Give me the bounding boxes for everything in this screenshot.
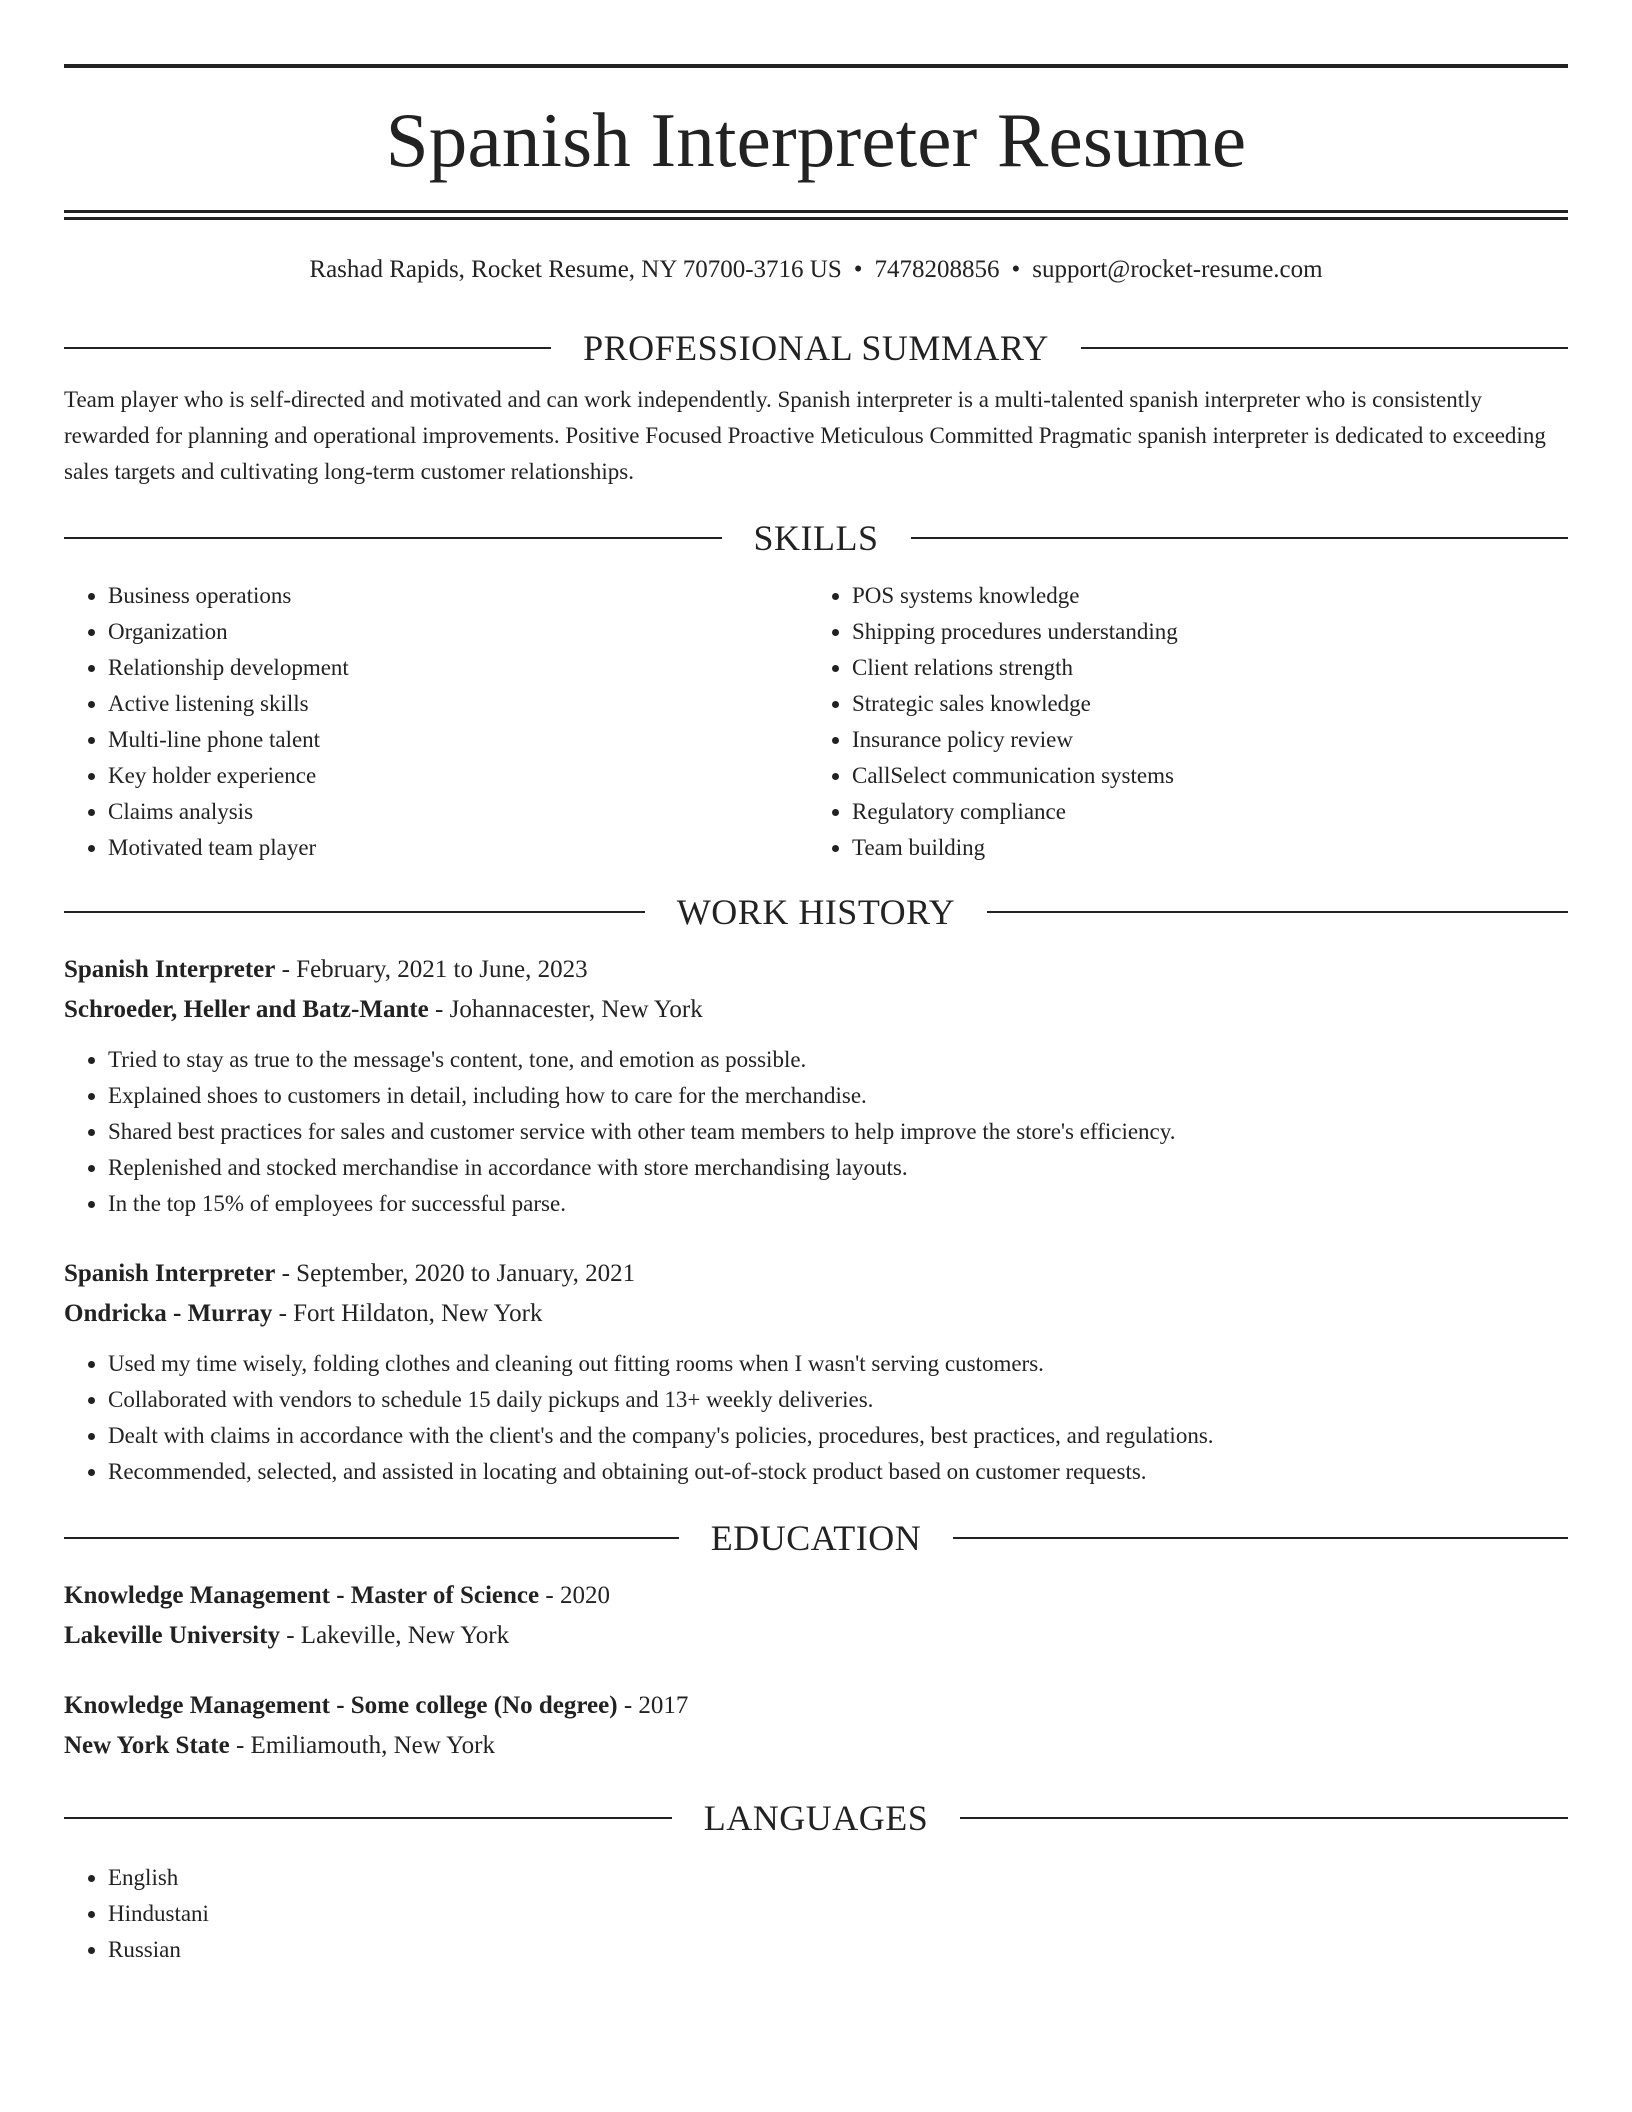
education-school: Lakeville University bbox=[64, 1622, 280, 1649]
job-bullet: • Replenished and stocked merchandise in accordance with store merchandising layouts. bbox=[108, 1150, 1568, 1186]
education-entry bbox=[64, 1576, 1568, 1656]
skills-list bbox=[64, 578, 1568, 866]
summary-text: Team player who is self-directed and motivated and can work independently. Spanish interpreter is a multi-talented spanish interpreter who is consistently rewarded for planning and operational improvements. Positive Focused Proactive Meticulous Committed Pragmatic spanish interpreter is dedicated to exceeding sales targets and cultivating long-term customer relationships. bbox=[64, 387, 1546, 484]
contact-line bbox=[64, 254, 1568, 286]
summary-heading bbox=[64, 326, 1568, 370]
education-heading bbox=[64, 1516, 1568, 1560]
work-heading-label: WORK HISTORY bbox=[676, 892, 956, 932]
language-item: • Russian bbox=[108, 1932, 1568, 1968]
education-heading-label: EDUCATION bbox=[710, 1518, 922, 1558]
skill-item: • Team building bbox=[852, 830, 1552, 866]
job-title-line bbox=[64, 1254, 1568, 1294]
skill-item: • Motivated team player bbox=[108, 830, 808, 866]
contact-separator: • bbox=[853, 256, 863, 283]
skill-item: • Client relations strength bbox=[852, 650, 1552, 686]
skill-item: • Shipping procedures understanding bbox=[852, 614, 1552, 650]
skill-item: • Multi-line phone talent bbox=[108, 722, 808, 758]
page-title: Spanish Interpreter Resume bbox=[385, 97, 1247, 183]
education-degree: Knowledge Management - Master of Science bbox=[64, 1582, 540, 1609]
job-location: - Fort Hildaton, New York bbox=[272, 1300, 543, 1327]
education-degree-line bbox=[64, 1576, 1568, 1616]
contact-phone: 7478208856 bbox=[874, 256, 1000, 283]
resume-page bbox=[64, 64, 1568, 1968]
heading-rule bbox=[911, 537, 1569, 539]
job-company-line bbox=[64, 1294, 1568, 1334]
job-title: Spanish Interpreter bbox=[64, 956, 276, 983]
heading-rule bbox=[960, 1817, 1568, 1819]
work-heading bbox=[64, 890, 1568, 934]
job-location: - Johannacester, New York bbox=[428, 996, 703, 1023]
education-degree: Knowledge Management - Some college (No degree) bbox=[64, 1692, 618, 1719]
education-year: - 2020 bbox=[539, 1582, 610, 1609]
education-location: - Emiliamouth, New York bbox=[229, 1732, 495, 1759]
education-entry bbox=[64, 1686, 1568, 1766]
education-year: - 2017 bbox=[617, 1692, 689, 1719]
heading-rule bbox=[64, 911, 645, 913]
job-bullet: • Collaborated with vendors to schedule 15 daily pickups and 13+ weekly deliveries. bbox=[108, 1382, 1568, 1418]
skill-item: • Regulatory compliance bbox=[852, 794, 1552, 830]
skills-column-right bbox=[808, 578, 1552, 866]
heading-rule bbox=[1081, 347, 1568, 349]
education-school-line bbox=[64, 1726, 1568, 1766]
heading-rule bbox=[953, 1537, 1568, 1539]
contact-email: support@rocket-resume.com bbox=[1032, 256, 1323, 283]
job-company: Ondricka - Murray bbox=[64, 1300, 273, 1327]
skill-item: • Insurance policy review bbox=[852, 722, 1552, 758]
job-company-line bbox=[64, 990, 1568, 1030]
languages-heading-label: LANGUAGES bbox=[703, 1798, 929, 1838]
heading-rule bbox=[987, 911, 1568, 913]
education-location: - Lakeville, New York bbox=[279, 1622, 510, 1649]
job-bullet: • Shared best practices for sales and customer service with other team members to help improve the store's efficiency. bbox=[108, 1114, 1568, 1150]
heading-rule bbox=[64, 347, 551, 349]
job-entry bbox=[64, 950, 1568, 1222]
contact-separator: • bbox=[1011, 256, 1021, 283]
skills-heading-label: SKILLS bbox=[753, 518, 879, 558]
job-bullet: • Explained shoes to customers in detail, including how to care for the merchandise. bbox=[108, 1078, 1568, 1114]
skill-item: • CallSelect communication systems bbox=[852, 758, 1552, 794]
language-item: • English bbox=[108, 1860, 1568, 1896]
languages-heading bbox=[64, 1796, 1568, 1840]
job-bullet: • In the top 15% of employees for successful parse. bbox=[108, 1186, 1568, 1222]
title-double-rule bbox=[64, 210, 1568, 220]
skills-heading bbox=[64, 516, 1568, 560]
education-school: New York State bbox=[64, 1732, 230, 1759]
education-school-line bbox=[64, 1616, 1568, 1656]
skill-item: • Organization bbox=[108, 614, 808, 650]
job-entry bbox=[64, 1254, 1568, 1490]
skill-item: • POS systems knowledge bbox=[852, 578, 1552, 614]
job-bullets bbox=[64, 1346, 1568, 1490]
languages-list bbox=[64, 1860, 1568, 1968]
language-item: • Hindustani bbox=[108, 1896, 1568, 1932]
top-rule bbox=[64, 64, 1568, 68]
heading-rule bbox=[64, 1537, 679, 1539]
job-company: Schroeder, Heller and Batz-Mante bbox=[64, 996, 429, 1023]
job-bullet: • Dealt with claims in accordance with the client's and the company's policies, procedures, best practices, and regulations. bbox=[108, 1418, 1568, 1454]
heading-rule bbox=[64, 537, 722, 539]
summary-heading-label: PROFESSIONAL SUMMARY bbox=[583, 328, 1049, 368]
skill-item: • Key holder experience bbox=[108, 758, 808, 794]
job-title: Spanish Interpreter bbox=[64, 1260, 276, 1287]
skill-item: • Business operations bbox=[108, 578, 808, 614]
job-bullets bbox=[64, 1042, 1568, 1222]
skill-item: • Strategic sales knowledge bbox=[852, 686, 1552, 722]
contact-address: Rashad Rapids, Rocket Resume, NY 70700-3716 US bbox=[309, 256, 842, 283]
job-dates: - February, 2021 to June, 2023 bbox=[275, 956, 588, 983]
skills-column-left bbox=[64, 578, 808, 866]
education-degree-line bbox=[64, 1686, 1568, 1726]
job-bullet: • Recommended, selected, and assisted in locating and obtaining out-of-stock product based on customer requests. bbox=[108, 1454, 1568, 1490]
job-dates: - September, 2020 to January, 2021 bbox=[275, 1260, 636, 1287]
skill-item: • Active listening skills bbox=[108, 686, 808, 722]
skill-item: • Claims analysis bbox=[108, 794, 808, 830]
skill-item: • Relationship development bbox=[108, 650, 808, 686]
heading-rule bbox=[64, 1817, 672, 1819]
job-title-line bbox=[64, 950, 1568, 990]
job-bullet: • Used my time wisely, folding clothes and cleaning out fitting rooms when I wasn't serving customers. bbox=[108, 1346, 1568, 1382]
job-bullet: • Tried to stay as true to the message's content, tone, and emotion as possible. bbox=[108, 1042, 1568, 1078]
